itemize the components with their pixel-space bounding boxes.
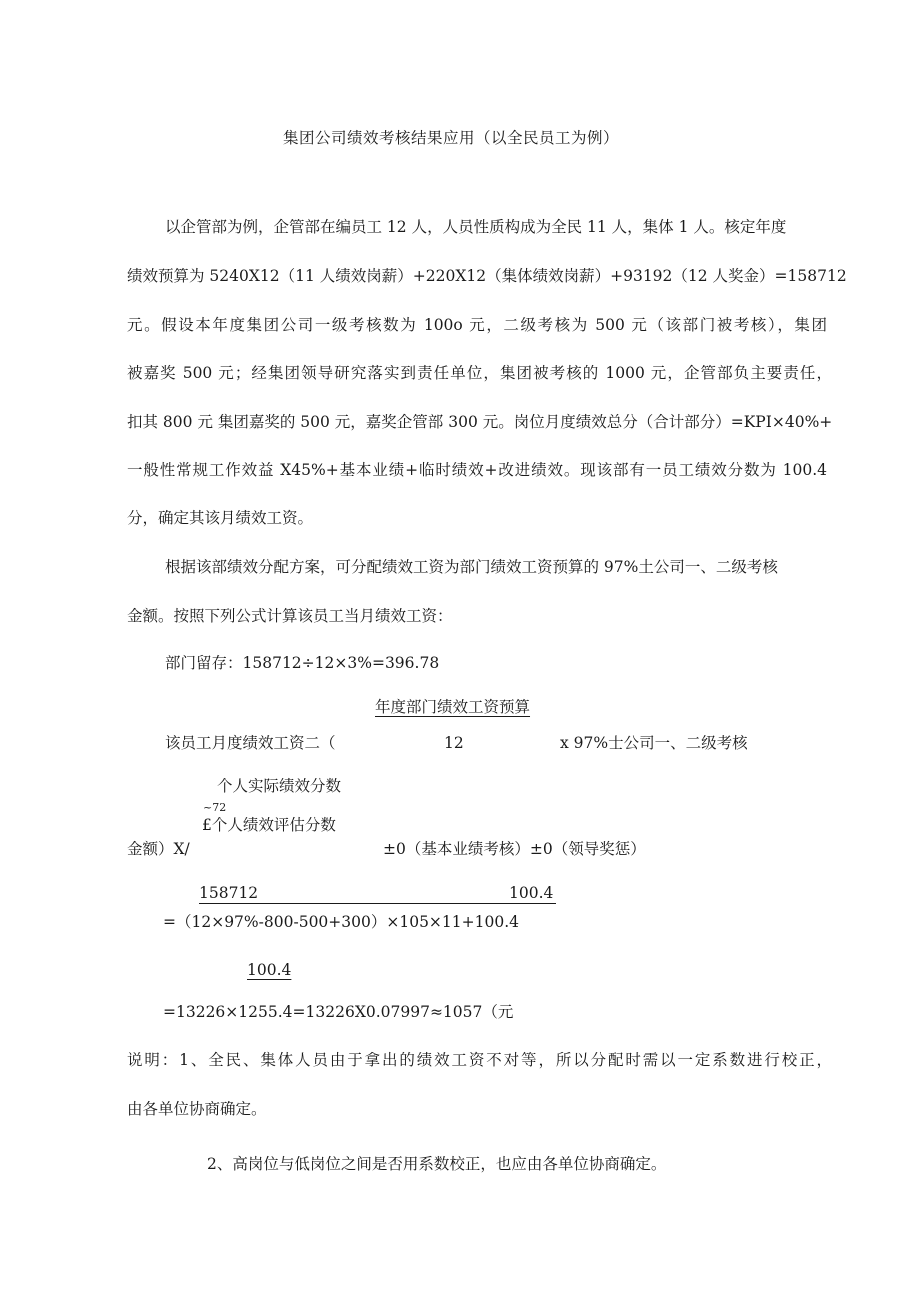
eval-score-label: £个人绩效评估分数 [202,816,336,834]
note-1-line-1: 说明：1、全民、集体人员由于拿出的绩效工资不对等，所以分配时需以一定系数进行校正， [127,1051,832,1069]
paragraph-line: 一般性常规工作效益 X45%+基本业绩+临时绩效+改进绩效。现该部有一员工绩效分数为 100.4 [127,461,827,479]
document-title: 集团公司绩效考核结果应用（以全民员工为例） [283,129,620,147]
formula-left: 该员工月度绩效工资二（ [165,734,336,752]
numerator-100-4: 100.4 [509,884,554,902]
retain-line: 部门留存：158712÷12×3%=396.78 [165,654,440,672]
formula-twelve: 12 [444,734,464,752]
paragraph-line: 根据该部绩效分配方案，可分配绩效工资为部门绩效工资预算的 97%土公司一、二级考核 [165,558,778,576]
note-1-line-2: 由各单位协商确定。 [127,1100,267,1118]
tilde-72: ~72 [203,801,227,814]
plus-minus-terms: ±0（基本业绩考核）±0（领导奖惩） [383,840,646,858]
paragraph-line: 扣其 800 元 集团嘉奖的 500 元，嘉奖企管部 300 元。岗位月度绩效总分（合计部分）=KPI×40%+ [127,413,833,431]
formula-right: x 97%士公司一、二级考核 [560,734,748,752]
paragraph-line: 金额。按照下列公式计算该员工当月绩效工资： [127,607,453,625]
paragraph-line: 分，确定其该月绩效工资。 [127,509,314,527]
paragraph-line: 被嘉奖 500 元；经集团领导研究落实到责任单位，集团被考核的 1000 元，企管部负主要责任， [127,364,832,382]
paragraph-line: 元。假设本年度集团公司一级考核数为 100o 元，二级考核为 500 元（该部门被考核），集团 [127,316,827,334]
note-2: 2、高岗位与低岗位之间是否用系数校正，也应由各单位协商确定。 [207,1155,667,1173]
paragraph-line: 以企管部为例，企管部在编员工 12 人，人员性质构成为全民 11 人，集体 1 人。核定年度 [165,218,787,236]
amount-x: 金额）X/ [127,840,190,858]
calc-line-2: =13226×1255.4=13226X0.07997≈1057（元 [163,1003,514,1021]
numerator-158712: 158712 [199,884,259,902]
fraction-rule [199,903,556,904]
paragraph-line: 绩效预算为 5240X12（11 人绩效岗薪）+220X12（集体绩效岗薪）+93192（12 人奖金）=158712 [127,267,847,285]
denominator-100-4: 100.4 [247,961,292,979]
calc-line-1: =（12×97%-800-500+300）×105×11+100.4 [163,913,520,931]
budget-label: 年度部门绩效工资预算 [375,698,531,716]
actual-score-label: 个人实际绩效分数 [217,777,342,795]
